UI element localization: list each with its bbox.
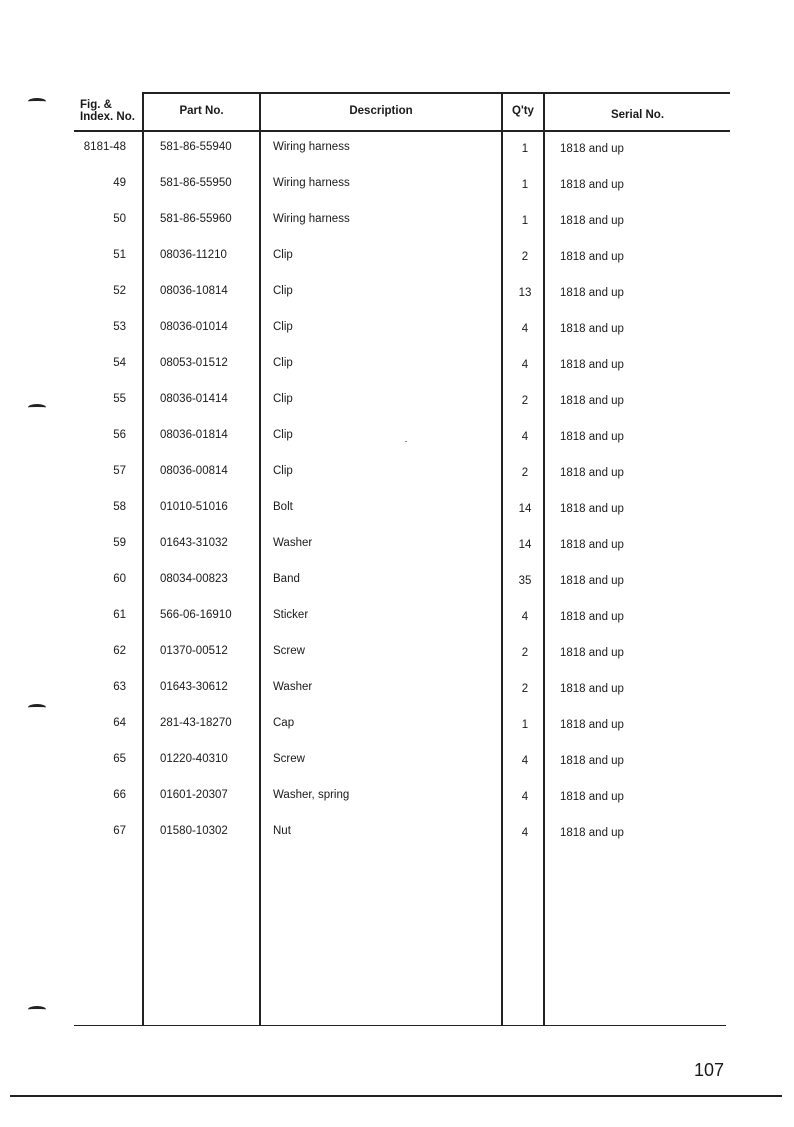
table-row	[74, 789, 730, 809]
row-serial-no: 1818 and up	[560, 431, 624, 443]
row-part-no: 08036-10814	[160, 285, 228, 297]
row-description: Screw	[273, 645, 305, 657]
row-index-no: 59	[113, 537, 126, 549]
row-qty: 4	[521, 323, 529, 335]
row-index-no: 58	[113, 501, 126, 513]
row-serial-no: 1818 and up	[560, 827, 624, 839]
row-qty: 14	[518, 503, 532, 515]
row-part-no: 08053-01512	[160, 357, 228, 369]
row-serial-no: 1818 and up	[560, 611, 624, 623]
row-qty: 2	[521, 467, 529, 479]
parts-table	[74, 92, 730, 1026]
row-part-no: 01643-30612	[160, 681, 228, 693]
row-serial-no: 1818 and up	[560, 719, 624, 731]
row-part-no: 581-86-55960	[160, 213, 232, 225]
table-row	[74, 393, 730, 413]
row-description: Washer, spring	[273, 789, 350, 801]
row-part-no: 581-86-55940	[160, 141, 232, 153]
table-row	[74, 573, 730, 593]
row-qty: 4	[521, 791, 529, 803]
row-part-no: 566-06-16910	[160, 609, 232, 621]
table-row	[74, 717, 730, 737]
row-qty: 4	[521, 431, 529, 443]
row-description: Band	[273, 573, 300, 585]
row-index-no: 64	[113, 717, 126, 729]
row-index-no: 63	[113, 681, 126, 693]
table-row	[74, 357, 730, 377]
table-row	[74, 537, 730, 557]
table-row	[74, 681, 730, 701]
row-qty: 2	[521, 683, 529, 695]
row-qty: 1	[521, 719, 529, 731]
table-bottom-border	[74, 1025, 726, 1027]
row-serial-no: 1818 and up	[560, 395, 624, 407]
row-description: Washer	[273, 681, 313, 693]
row-part-no: 01220-40310	[160, 753, 228, 765]
row-part-no: 08034-00823	[160, 573, 228, 585]
row-part-no: 01370-00512	[160, 645, 228, 657]
header-qty: Q'ty	[512, 105, 534, 117]
header-description: Description	[349, 105, 413, 117]
page-number: 107	[694, 1060, 725, 1080]
row-qty: 2	[521, 251, 529, 263]
row-part-no: 281-43-18270	[160, 717, 232, 729]
row-index-no: 62	[113, 645, 126, 657]
row-serial-no: 1818 and up	[560, 359, 624, 371]
row-index-no: 52	[113, 285, 126, 297]
row-serial-no: 1818 and up	[560, 179, 624, 191]
row-part-no: 08036-01414	[160, 393, 228, 405]
row-description: Clip	[273, 465, 293, 477]
row-serial-no: 1818 and up	[560, 287, 624, 299]
row-qty: 14	[518, 539, 532, 551]
row-qty: 2	[521, 395, 529, 407]
row-description: Clip	[273, 285, 293, 297]
table-row	[74, 645, 730, 665]
row-index-no: 60	[113, 573, 126, 585]
row-serial-no: 1818 and up	[560, 251, 624, 263]
row-part-no: 08036-11210	[160, 249, 227, 261]
binder-hole-mark	[28, 98, 46, 105]
header-index	[80, 92, 142, 130]
row-index-no: 56	[113, 429, 126, 441]
row-index-no: 49	[113, 177, 126, 189]
row-serial-no: 1818 and up	[560, 791, 624, 803]
table-row	[74, 753, 730, 773]
row-part-no: 01643-31032	[160, 537, 228, 549]
table-row	[74, 465, 730, 485]
row-index-no: 66	[113, 789, 126, 801]
header-index-line2: Index. No.	[80, 111, 135, 123]
row-serial-no: 1818 and up	[560, 575, 624, 587]
table-row	[74, 213, 730, 233]
table-row	[74, 825, 730, 845]
row-index-no: 54	[113, 357, 126, 369]
row-part-no: 08036-01814	[160, 429, 228, 441]
row-qty: 1	[521, 143, 529, 155]
table-row	[74, 501, 730, 521]
row-index-no: 57	[113, 465, 126, 477]
row-part-no: 08036-01014	[160, 321, 228, 333]
row-index-no: 67	[113, 825, 126, 837]
row-description: Clip	[273, 357, 293, 369]
table-row	[74, 285, 730, 305]
row-serial-no: 1818 and up	[560, 683, 624, 695]
binder-hole-mark	[28, 404, 46, 411]
row-qty: 35	[518, 575, 532, 587]
table-row	[74, 249, 730, 269]
row-description: Sticker	[273, 609, 309, 621]
table-row	[74, 321, 730, 341]
header-serial-no: Serial No.	[610, 109, 665, 121]
row-part-no: 581-86-55950	[160, 177, 232, 189]
table-row	[74, 177, 730, 197]
row-description: Wiring harness	[273, 141, 350, 153]
row-qty: 4	[521, 755, 529, 767]
row-index-no: 61	[113, 609, 126, 621]
row-part-no: 01601-20307	[160, 789, 228, 801]
table-row	[74, 429, 730, 449]
footer-rule	[10, 1095, 782, 1097]
row-qty: 4	[521, 611, 529, 623]
row-description: Clip	[273, 321, 293, 333]
row-index-no: 53	[113, 321, 126, 333]
row-description: Clip	[273, 249, 293, 261]
row-index-no: 55	[113, 393, 126, 405]
row-part-no: 01580-10302	[160, 825, 228, 837]
row-serial-no: 1818 and up	[560, 503, 624, 515]
row-serial-no: 1818 and up	[560, 143, 624, 155]
row-description: Screw	[273, 753, 305, 765]
row-qty: 13	[518, 287, 532, 299]
row-description: Clip	[273, 429, 293, 441]
row-serial-no: 1818 and up	[560, 539, 624, 551]
row-description: Bolt	[273, 501, 293, 513]
row-serial-no: 1818 and up	[560, 215, 624, 227]
row-description: Wiring harness	[273, 177, 350, 189]
table-row	[74, 609, 730, 629]
row-serial-no: 1818 and up	[560, 467, 624, 479]
binder-hole-mark	[28, 1006, 46, 1013]
row-qty: 1	[521, 179, 529, 191]
row-qty: 2	[521, 647, 529, 659]
row-index-no: 65	[113, 753, 126, 765]
header-part-no: Part No.	[179, 105, 224, 117]
row-qty: 4	[521, 359, 529, 371]
row-description: Cap	[273, 717, 295, 729]
table-row	[74, 141, 730, 161]
row-description: Wiring harness	[273, 213, 350, 225]
row-qty: 4	[521, 827, 529, 839]
row-description: Nut	[273, 825, 291, 837]
row-description: Clip	[273, 393, 293, 405]
row-part-no: 08036-00814	[160, 465, 228, 477]
row-index-no: 50	[113, 213, 126, 225]
header-index-line1: Fig. &	[80, 99, 112, 111]
row-part-no: 01010-51016	[160, 501, 228, 513]
row-serial-no: 1818 and up	[560, 647, 624, 659]
row-index-no: 51	[113, 249, 126, 261]
binder-hole-mark	[28, 704, 46, 711]
row-serial-no: 1818 and up	[560, 323, 624, 335]
row-qty: 1	[521, 215, 529, 227]
row-serial-no: 1818 and up	[560, 755, 624, 767]
row-index-no: 8181-48	[83, 141, 126, 153]
row-description: Washer	[273, 537, 313, 549]
